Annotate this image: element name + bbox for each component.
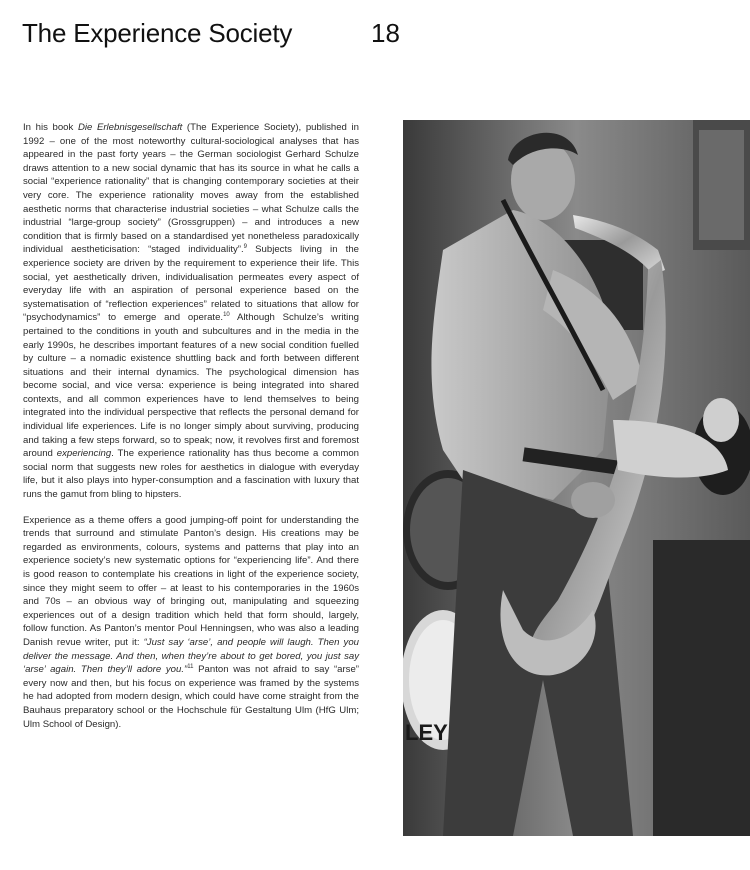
text-segment: Subjects living in the experience society are driven by the requirement to experience their life. This social, yet aesthetically driven, individualisation permeates every aspect of everyday life with an aspiration of personal experience based on the systematisation of “reflection experiences” related to situations that allow for “psychodynamics” to emerge and operate. <box>23 244 359 324</box>
saxophonist-photo <box>403 120 750 836</box>
page-title: The Experience Society <box>22 18 293 48</box>
text-segment: (The Experience Society), published in 1992 – one of the most noteworthy cultural-sociological analyses that has appeared in the past forty years – the German sociologist Gerhard Schulze draws attention to a new social dynamic that has its source in what he calls a social “experience rationality” that is changing contemporary societies at their very core. The experience rationality moves away from the established aesthetic norms that characterise industrial societies – what Schulze calls the industrial “large-group society” (Grossgruppen) – and introduces a new condition that is firmly based on a standardised yet nonetheless paradoxically individual aestheticisation: “staged individuality”. <box>23 122 359 256</box>
text-segment: Although Schulze’s writing pertained to the conditions in youth and subcultures and in the media in the early 1990s, he describes important features of a new social condition fuelled by culture – a nomadic existence shuttling back and forth between different situations and their internal dynamics. The psychological dimension has become social, and vice versa: experience is being integrated into shared contexts, and all common experiences have to lend themselves to being integrated into the individual perspective that reflects the personal demand for individual life experiences. Life is no longer simply about surviving, producing and taking a few steps forward, so to speak; now, it revolves first and foremost around <box>23 312 359 460</box>
text-segment: Experience as a theme offers a good jumping-off point for understanding the trends that surround and stimulate Panton’s design. His creations may be regarded as environments, colours, systems and patterns that play into an experience society’s new systematic options for “experiencing life”. And there is good reason to contemplate his creations in light of the experience society, since they might seem to offer – at least to his contemporaries in the 1960s and 70s – an obvious way of bringing out, manipulating and squeezing experiences out of a design tradition which held that form should, largely, follow function. As Panton’s mentor Poul Henningsen, who was also a leading Danish revue writer, put it: <box>23 514 359 648</box>
text-segment: experiencing <box>56 448 112 460</box>
footnote-ref: 9 <box>243 244 247 251</box>
text-segment: “Just say ‘arse’, and people will laugh. Then you deliver the message. And then, when they’re about to get bored, you just say ‘arse’ again. Then they’ll adore you.” <box>23 636 360 676</box>
text-segment: In his book <box>23 122 78 133</box>
footnote-ref: 11 <box>187 663 194 670</box>
drum-lettering: LEY <box>405 720 448 745</box>
text-segment: Die Erlebnisgesellschaft <box>77 122 183 133</box>
text-segment: Panton was not afraid to say “arse” every now and then, but his focus on experience was framed by the systems he had adopted from modern design, which could have come straight from the Bauhaus preparatory school or the Hochschule für Gestaltung Ulm (HfG Ulm; Ulm School of Design). <box>23 664 359 730</box>
text-segment: . The experience rationality has thus become a common social norm that suggests new roles for aesthetics in dialogue with everyday life, but it also plays into hyper-consumption and a fascination with luxury that runs the gamut from bling to hipsters. <box>23 448 359 501</box>
page-header <box>22 16 442 52</box>
body-text-column <box>23 121 359 743</box>
paragraph <box>23 514 359 732</box>
paragraph <box>23 121 359 502</box>
footnote-ref: 10 <box>223 312 230 319</box>
page-number: 18 <box>371 18 400 48</box>
